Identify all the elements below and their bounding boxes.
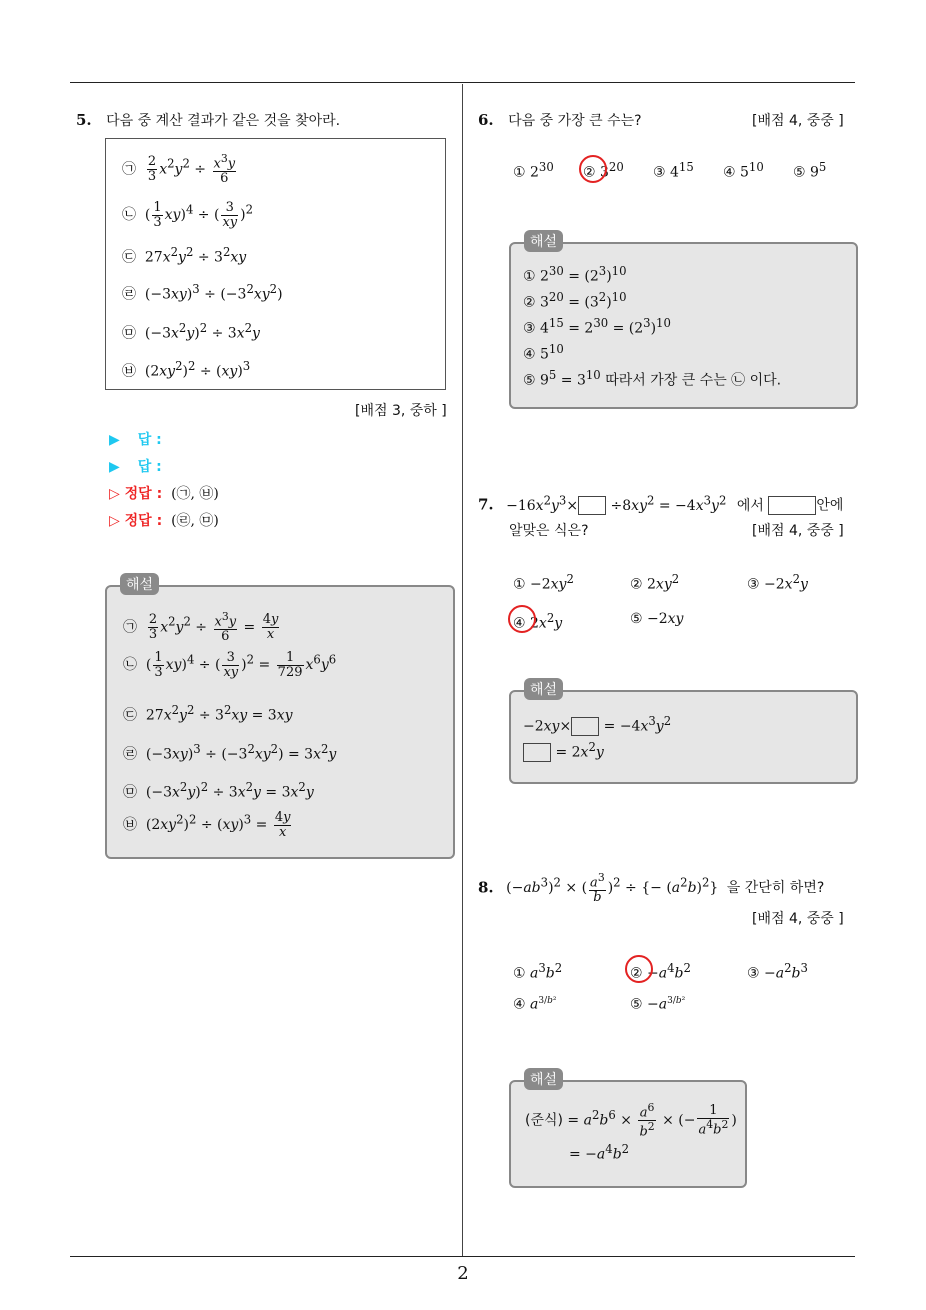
q6-option-1[interactable]: ① $2^{30}$ [513, 160, 554, 181]
q6-number: 6. [478, 111, 494, 129]
q8-score: [배점 4, 중중 ] [752, 911, 844, 927]
q6-solution-box [509, 242, 858, 409]
q6-option-4[interactable]: ④ $5^{10}$ [723, 160, 764, 181]
q6-score: [배점 4, 중중 ] [752, 113, 844, 129]
q6-sol-4: ④ $5^{10}$ [523, 342, 564, 363]
play-icon: ▶ [109, 459, 120, 475]
q5-sol-e: ㉤ $(-3x^2y)^2 \div 3x^2y = 3x^2y$ [123, 780, 314, 801]
triangle-outline-icon: ▷ [109, 486, 120, 502]
q5-item-c: ㉢ $27x^2y^2 \div 3^2xy$ [122, 245, 247, 266]
q5-answer-field-2[interactable]: ▶ 답 : [109, 459, 162, 475]
q8-option-2[interactable]: ② $-a^4b^2$ [630, 961, 691, 982]
q7-score: [배점 4, 중중 ] [752, 523, 844, 539]
triangle-outline-icon: ▷ [109, 513, 120, 529]
q6-option-2[interactable]: ② $3^{20}$ [583, 160, 624, 181]
q8-sol-2: = $-a^4b^2$ [569, 1142, 630, 1163]
q8-header: 8. $(-ab^3)^2$ × ( $\frac{a^3}{b}$ )$^2$ ÷ {− $(a^2b)^2$} 을 간단히 하면? [478, 871, 825, 905]
q6-answer-circle [579, 155, 607, 183]
q5-answer-field-1[interactable]: ▶ 답 : [109, 432, 162, 448]
q8-solution-box [509, 1080, 747, 1188]
q7-option-4[interactable]: ④ $2x^2y$ [513, 611, 563, 632]
q7-option-3[interactable]: ③ $-2x^2y$ [747, 572, 808, 593]
q5-solution-tag: 해설 [120, 573, 159, 595]
q8-sol-1: (준식) = $a^2b^6$ × $\frac{a^6}{b^2}$ × (− $\frac{1}{a^4b^2}$ ) [525, 1101, 737, 1140]
q5-solution-box [105, 585, 455, 859]
q5-score: [배점 3, 중하 ] [355, 403, 447, 419]
q5-expression-box [105, 138, 446, 390]
q7-solution-tag: 해설 [524, 678, 563, 700]
page-number: 2 [457, 1263, 469, 1284]
q5-sol-f: ㉥ $(2xy^2)^2 \div (xy)^3$ = $\frac{4y}{x}$ [123, 810, 291, 840]
top-rule [70, 82, 855, 83]
q5-sol-d: ㉣ $(-3xy)^3 \div (-3^2xy^2) = 3x^2y$ [123, 742, 337, 763]
q7-blank-inline [578, 496, 606, 515]
q8-option-4[interactable]: ④ $a^{3/b^2}$ [513, 996, 557, 1013]
q7-option-2[interactable]: ② $2xy^2$ [630, 572, 680, 593]
q5-item-a: ㉠ $\frac{2}{3}$ $x^2y^2$ ÷ $\frac{x^3y}{6}$ [122, 152, 236, 186]
q5-item-d: ㉣ $(-3xy)^3 \div (-3^2xy^2)$ [122, 282, 283, 303]
column-divider [462, 84, 463, 1256]
q7-number: 7. [478, 495, 494, 514]
q7-option-1[interactable]: ① $-2xy^2$ [513, 572, 574, 593]
q7-answer-circle [508, 605, 536, 633]
q6-sol-5: ⑤ $9^5 = 3^{10}$ 따라서 가장 큰 수는 ㉡ 이다. [523, 368, 782, 389]
q8-answer-circle [625, 955, 653, 983]
q5-item-f: ㉥ $(2xy^2)^2 \div (xy)^3$ [122, 359, 251, 380]
q6-sol-3: ③ $4^{15} = 2^{30} = (2^3)^{10}$ [523, 316, 671, 337]
q8-option-3[interactable]: ③ $-a^2b^3$ [747, 961, 808, 982]
q6-sol-2: ② $3^{20} = (3^2)^{10}$ [523, 290, 627, 311]
q5-correct-2: ▷ 정답 : (㉣, ㉤) [109, 513, 219, 529]
q7-question-line2: 알맞은 식은? [509, 523, 589, 539]
q5-item-b: ㉡ ( $\frac{1}{3}$ xy)$^4$ ÷ ( $\frac{3}{xy}$ )$^2$ [122, 200, 254, 230]
q7-option-5[interactable]: ⑤ −2xy [630, 611, 684, 627]
q6-question: 다음 중 가장 큰 수는? [508, 113, 642, 129]
q8-option-5[interactable]: ⑤ $-a^{3/b^2}$ [630, 996, 686, 1013]
q5-number: 5. [76, 111, 92, 129]
q6-solution-tag: 해설 [524, 230, 563, 252]
q6-option-5[interactable]: ⑤ $9^5$ [793, 160, 827, 181]
q6-header [478, 110, 642, 130]
q5-sol-b: ㉡ ( $\frac{1}{3}$ xy)$^4$ ÷ ( $\frac{3}{xy}$ )$^2$ = $\frac{1}{729}$ $x^6y^6$ [123, 650, 337, 680]
q7-blank-box [768, 496, 816, 515]
q5-header [76, 110, 340, 130]
q8-solution-tag: 해설 [524, 1068, 563, 1090]
q5-sol-c: ㉢ $27x^2y^2 \div 3^2xy = 3xy$ [123, 703, 293, 724]
q5-sol-a: ㉠ $\frac{2}{3}$ $x^2y^2$ ÷ $\frac{x^3y}{6}$ = $\frac{4y}{x}$ [123, 610, 279, 644]
q6-option-3[interactable]: ③ $4^{15}$ [653, 160, 694, 181]
q7-header: 7. $-16x^2y^3\times \div 8xy^2 = -4x^3y^2$ 에서 안에 [478, 493, 844, 514]
q7-sol-1: $-2xy\times = -4x^3y^2$ [523, 714, 672, 735]
q8-number: 8. [478, 878, 494, 897]
q7-solution-box [509, 690, 858, 784]
q8-option-1[interactable]: ① $a^3b^2$ [513, 961, 563, 982]
q5-question: 다음 중 계산 결과가 같은 것을 찾아라. [106, 113, 341, 129]
q6-sol-1: ① $2^{30} = (2^3)^{10}$ [523, 264, 627, 285]
q7-sol-2: = $2x^2y$ [523, 740, 604, 762]
q5-item-e: ㉤ $(-3x^2y)^2 \div 3x^2y$ [122, 321, 260, 342]
play-icon: ▶ [109, 432, 120, 448]
q5-correct-1: ▷ 정답 : (㉠, ㉥) [109, 486, 219, 502]
bottom-rule [70, 1256, 855, 1257]
